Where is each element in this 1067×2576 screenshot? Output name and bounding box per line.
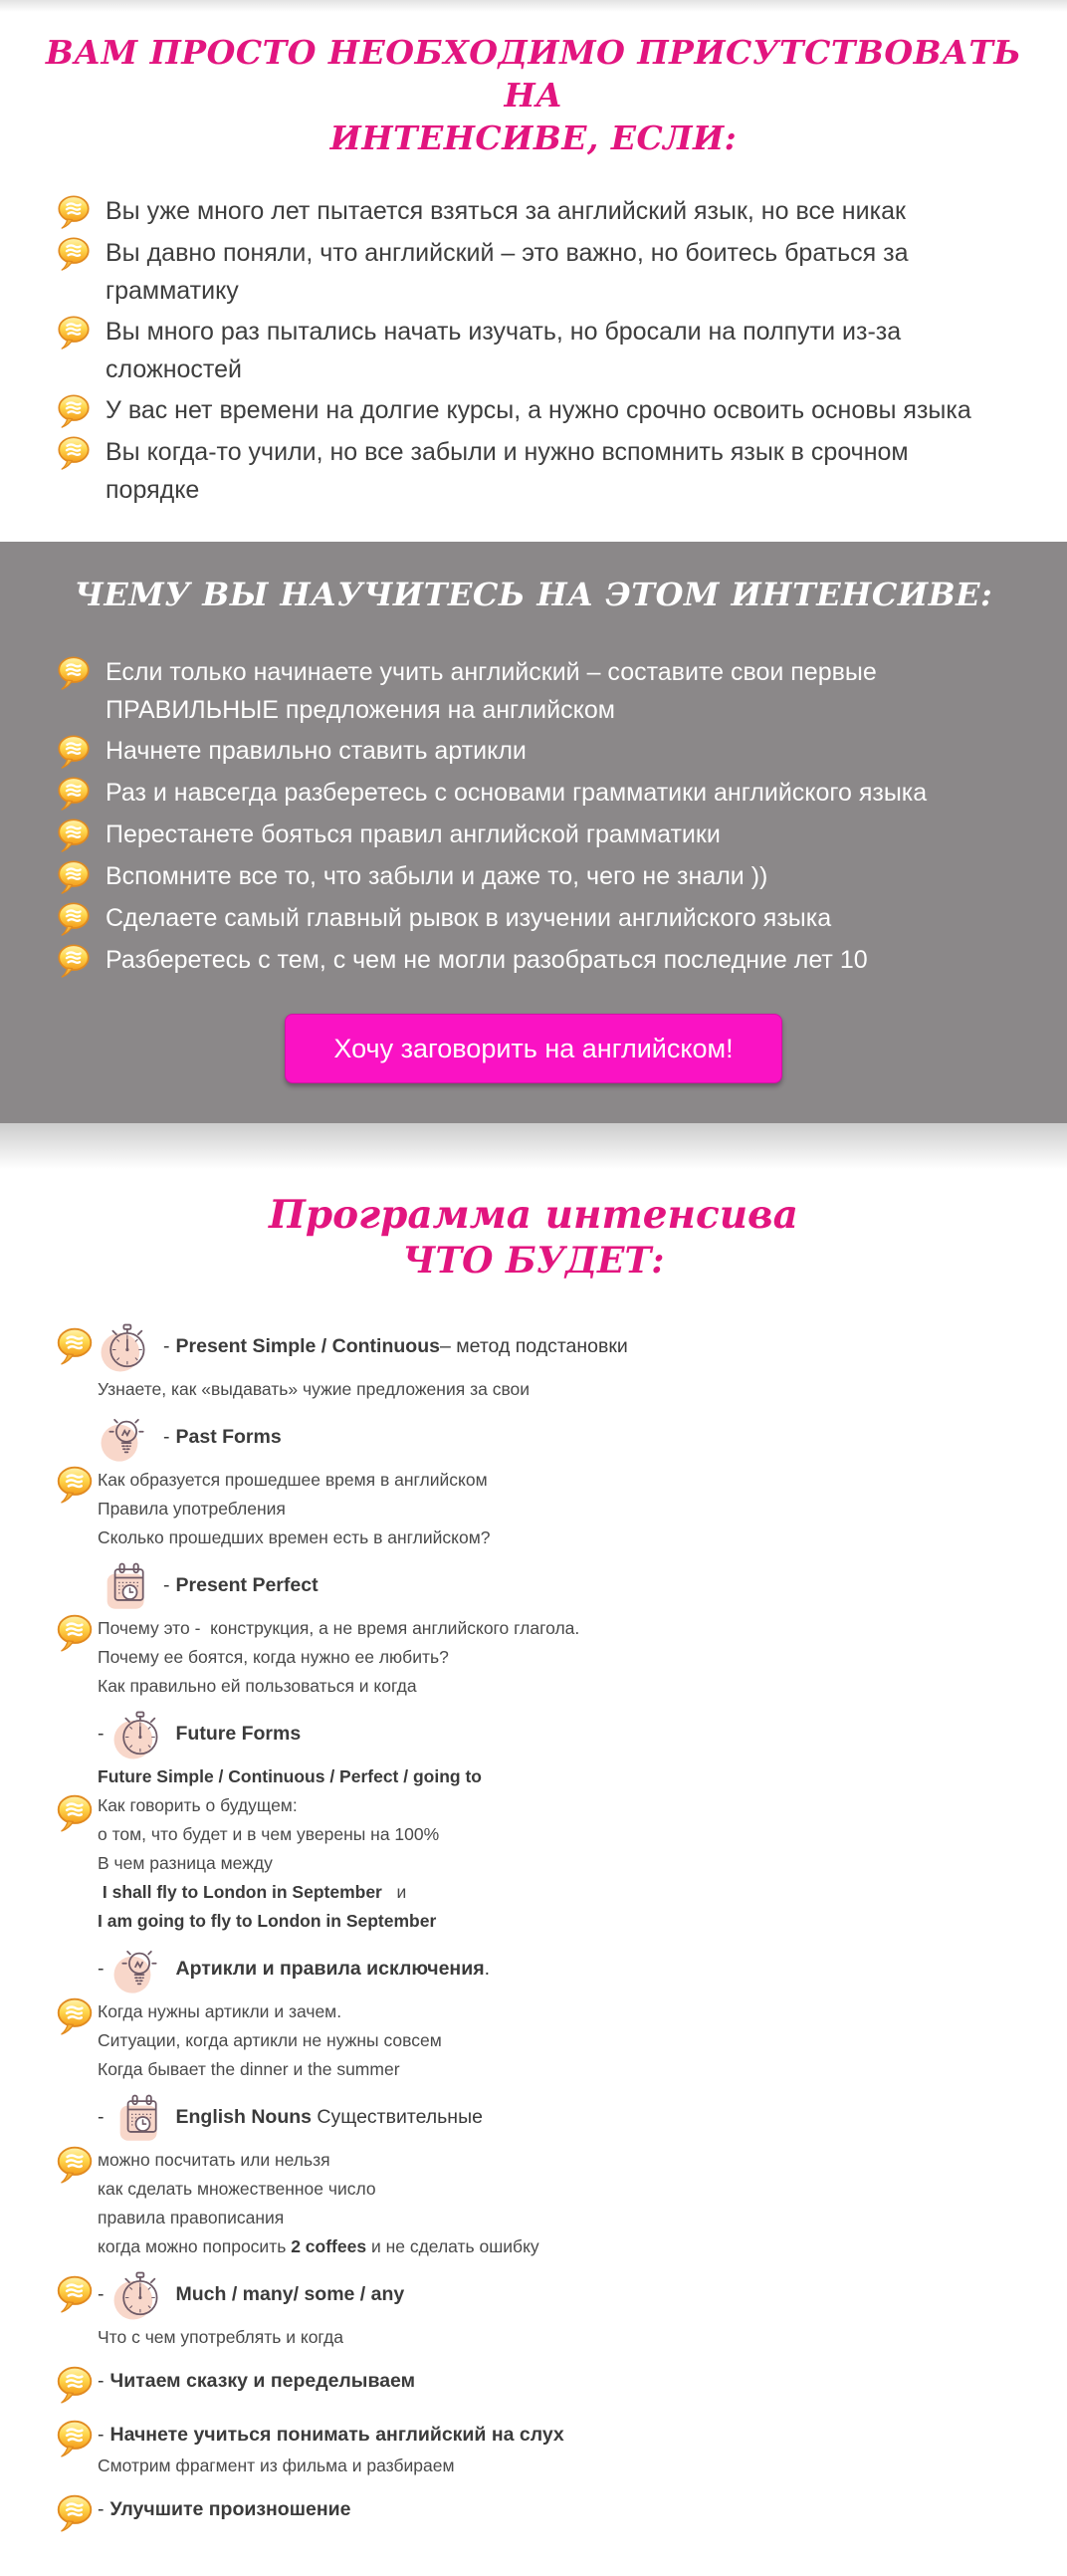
program-item	[54, 1705, 1027, 1936]
list-item	[55, 391, 1005, 430]
detail-text: Сколько прошедших времен есть в английском?	[98, 1527, 491, 1548]
learn-title: ЧЕМУ ВЫ НАУЧИТЕСЬ НА ЭТОМ ИНТЕНСИВЕ:	[74, 575, 993, 613]
program-item-bullet	[54, 1408, 98, 1552]
dash: -	[163, 1573, 170, 1596]
detail-line	[98, 1523, 1027, 1552]
topic-title: Артикли и правила исключения	[175, 1957, 485, 1980]
speech-bubble-icon	[55, 235, 93, 273]
program-item-bullet	[54, 1705, 98, 1936]
speech-bubble-icon	[55, 817, 93, 854]
program-item-bullet	[54, 1940, 98, 2084]
list-item-text: Сделаете самый главный рывок в изучении английского языка	[106, 903, 832, 932]
detail-text: Почему ее боятся, когда нужно ее любить?	[98, 1647, 449, 1668]
program-topic	[98, 2088, 1027, 2146]
detail-text: Когда бывает the dinner и the summer	[98, 2059, 400, 2080]
detail-text: Узнаете, как «выдавать» чужие предложения за свои	[98, 1379, 531, 1400]
detail-text: В чем разница между	[98, 1853, 273, 1874]
detail-text: можно посчитать или нельзя	[98, 2150, 330, 2171]
list-item	[55, 899, 1005, 938]
intro-title-line2: ИНТЕНСИВЕ, ЕСЛИ:	[329, 117, 738, 157]
list-item	[55, 857, 1005, 896]
dash: -	[98, 2105, 105, 2128]
speech-bubble-icon	[55, 733, 93, 771]
speech-bubble-icon	[54, 2273, 96, 2315]
program-item-bullet	[54, 1556, 98, 1701]
program-list	[0, 1317, 1067, 2576]
program-item	[54, 1940, 1027, 2084]
detail-line	[98, 1495, 1027, 1523]
dash: -	[98, 2423, 105, 2446]
detail-line	[98, 1762, 1027, 1791]
speech-bubble-icon	[54, 1612, 96, 1654]
list-item-text: Вы когда-то учили, но все забыли и нужно вспомнить язык в срочном порядке	[106, 437, 909, 504]
program-item-content	[98, 2265, 1027, 2352]
program-item-bullet	[54, 1317, 98, 1404]
detail-text: Как образуется прошедшее время в английском	[98, 1470, 488, 1491]
detail-text-bold: 2 coffees	[291, 2236, 367, 2257]
program-details	[98, 2323, 1027, 2352]
speech-bubble-icon	[54, 2492, 96, 2534]
detail-text: Почему это - конструкция, а не время английского глагола.	[98, 1618, 580, 1639]
speech-bubble-icon	[55, 314, 93, 351]
list-item-text: Вы уже много лет пытается взяться за английский язык, но все никак	[106, 196, 906, 225]
speech-bubble-icon	[54, 2418, 96, 2459]
detail-text: когда можно попросить	[98, 2236, 292, 2257]
program-item-bullet	[54, 2492, 98, 2534]
program-details	[98, 1466, 1027, 1552]
dash: -	[98, 1957, 105, 1980]
program-topic	[98, 1940, 1027, 1997]
detail-text: Как говорить о будущем:	[98, 1795, 298, 1816]
program-item	[54, 1408, 1027, 1552]
topic-title: Present Perfect	[175, 1573, 319, 1596]
topic-title: Читаем сказку и переделываем	[109, 2369, 416, 2392]
list-item	[55, 653, 1005, 729]
topic-subtitle: – метод подстановки	[439, 1334, 628, 1357]
topic-title: Past Forms	[175, 1425, 282, 1448]
speech-bubble-icon	[54, 2144, 96, 2186]
calendar-icon	[98, 1556, 155, 1614]
list-item-text: Перестанете бояться правил английской грамматики	[106, 820, 721, 848]
program-item-content	[98, 1705, 1027, 1936]
detail-text: Ситуации, когда артикли не нужны совсем	[98, 2030, 442, 2051]
intro-title-line1: ВАМ ПРОСТО НЕОБХОДИМО ПРИСУТСТВОВАТЬ НА	[45, 33, 1022, 115]
program-title-line1: Программа интенсива	[269, 1191, 798, 1238]
detail-line	[98, 2323, 1027, 2352]
topic-title: Улучшите произношение	[109, 2497, 351, 2520]
topic-subtitle: Существительные	[312, 2105, 483, 2128]
program-details	[98, 1375, 1027, 1404]
detail-line	[98, 1820, 1027, 1849]
program-topic	[98, 2364, 1027, 2398]
bulb-icon	[98, 1408, 155, 1466]
detail-line	[98, 2055, 1027, 2084]
program-item-content	[98, 1317, 1027, 1404]
program-item-content	[98, 1556, 1027, 1701]
speech-bubble-icon	[55, 654, 93, 692]
program-item	[54, 2418, 1027, 2480]
stopwatch-icon	[98, 1317, 155, 1375]
program-item-bullet	[54, 2088, 98, 2261]
list-item-text: У вас нет времени на долгие курсы, а нужно срочно освоить основы языка	[106, 395, 971, 424]
topic-title: Present Simple / Continuous	[175, 1334, 440, 1357]
list-item	[55, 941, 1005, 980]
learn-list	[0, 653, 1067, 980]
calendar-icon	[110, 2088, 168, 2146]
page-top-shade	[0, 0, 1067, 12]
topic-title: Future Forms	[175, 1722, 302, 1745]
section-learn	[0, 542, 1067, 1123]
list-item	[55, 192, 1005, 231]
stopwatch-icon	[110, 2265, 168, 2323]
detail-text-bold: I am going to fly to London in September	[98, 1911, 437, 1932]
list-item	[55, 732, 1005, 771]
topic-title: Much / many/ some / any	[175, 2282, 405, 2305]
list-item-text: Вы давно поняли, что английский – это важно, но боитесь браться за грамматику	[106, 238, 909, 305]
program-item-content	[98, 1940, 1027, 2084]
topic-title: English Nouns	[175, 2105, 312, 2128]
speech-bubble-icon	[55, 775, 93, 813]
detail-line	[98, 1791, 1027, 1820]
list-item-text: Вы много раз пытались начать изучать, но бросали на полпути из-за сложностей	[106, 317, 902, 383]
dash: -	[163, 1425, 170, 1448]
stopwatch-icon	[110, 1705, 168, 1762]
detail-text-bold: Future Simple / Continuous / Perfect / going to	[98, 1766, 482, 1787]
program-topic	[98, 2265, 1027, 2323]
program-item-content	[98, 1408, 1027, 1552]
program-item	[54, 2265, 1027, 2352]
program-title-line2: ЧТО БУДЕТ:	[402, 1240, 665, 1283]
program-item-content	[98, 2492, 1027, 2534]
detail-line	[98, 1466, 1027, 1495]
detail-line	[98, 1614, 1027, 1643]
speech-bubble-icon	[54, 1792, 96, 1834]
program-details	[98, 1762, 1027, 1936]
speech-bubble-icon	[55, 900, 93, 938]
speech-bubble-icon	[55, 942, 93, 980]
detail-text-bold: I shall fly to London in September	[98, 1882, 382, 1903]
program-item	[54, 2364, 1027, 2406]
detail-line	[98, 1849, 1027, 1878]
detail-line	[98, 2452, 1027, 2480]
list-item	[55, 433, 1005, 509]
list-item	[55, 234, 1005, 310]
detail-text: Смотрим фрагмент из фильма и разбираем	[98, 2456, 455, 2476]
speech-bubble-icon	[55, 193, 93, 231]
detail-text: и	[381, 1882, 407, 1903]
program-item-bullet	[54, 2364, 98, 2406]
detail-line	[98, 2204, 1027, 2232]
program-details	[98, 2452, 1027, 2480]
detail-line	[98, 2146, 1027, 2175]
detail-text: Что с чем употреблять и когда	[98, 2327, 343, 2348]
list-item	[55, 313, 1005, 388]
detail-line	[98, 1907, 1027, 1936]
detail-line	[98, 1997, 1027, 2026]
dash: -	[98, 2282, 105, 2305]
cta-wrap	[0, 1014, 1067, 1083]
detail-line	[98, 1643, 1027, 1672]
detail-line	[98, 2175, 1027, 2204]
bulb-icon	[110, 1940, 168, 1997]
detail-line	[98, 2026, 1027, 2055]
speech-bubble-icon	[54, 1464, 96, 1506]
speech-bubble-icon	[54, 1995, 96, 2037]
topic-title: Начнете учиться понимать английский на слух	[109, 2423, 564, 2446]
detail-line	[98, 1878, 1027, 1907]
dash: -	[98, 2497, 105, 2520]
detail-line	[98, 2232, 1027, 2261]
list-item-text: Вспомните все то, что забыли и даже то, чего не знали ))	[106, 861, 768, 890]
program-item	[54, 2492, 1027, 2534]
program-topic	[98, 2418, 1027, 2452]
list-item-text: Раз и навсегда разберетесь с основами грамматики английского языка	[106, 778, 928, 807]
speech-bubble-icon	[55, 858, 93, 896]
program-topic	[98, 1556, 1027, 1614]
section-intro	[0, 12, 1067, 528]
speech-bubble-icon	[55, 392, 93, 430]
program-item-content	[98, 2364, 1027, 2406]
program-item-bullet	[54, 2265, 98, 2352]
program-topic	[98, 1705, 1027, 1762]
speech-bubble-icon	[55, 434, 93, 472]
section-divider-shade	[0, 1123, 1067, 1169]
list-item-text: Разберетесь с тем, с чем не могли разобраться последние лет 10	[106, 945, 868, 974]
detail-text: Когда нужны артикли и зачем.	[98, 2001, 342, 2022]
program-item-content	[98, 2418, 1027, 2480]
topic-subtitle: .	[484, 1957, 490, 1980]
speech-bubble-icon	[54, 2364, 96, 2406]
program-item-bullet	[54, 2418, 98, 2480]
list-item	[55, 816, 1005, 854]
program-item-content	[98, 2088, 1027, 2261]
detail-text: о том, что будет и в чем уверены на 100%	[98, 1824, 440, 1845]
detail-text: и не сделать ошибку	[366, 2236, 539, 2257]
program-topic	[98, 2492, 1027, 2526]
dash: -	[98, 2369, 105, 2392]
program-topic	[98, 1317, 1027, 1375]
program-item	[54, 1556, 1027, 1701]
list-item-text: Начнете правильно ставить артикли	[106, 736, 527, 765]
list-item-text: Если только начинаете учить английский – составите свои первые ПРАВИЛЬНЫЕ предложения на английском	[106, 657, 877, 724]
program-title	[0, 1191, 1067, 1285]
program-topic	[98, 1408, 1027, 1466]
detail-line	[98, 1672, 1027, 1701]
list-item	[55, 774, 1005, 813]
program-item	[54, 1317, 1027, 1404]
intro-title	[30, 32, 1037, 160]
detail-text: как сделать множественное число	[98, 2179, 376, 2200]
detail-text: правила правописания	[98, 2208, 285, 2228]
program-details	[98, 1997, 1027, 2084]
program-details	[98, 2146, 1027, 2261]
detail-text: Правила употребления	[98, 1499, 286, 1520]
intro-list	[0, 192, 1067, 509]
dash: -	[98, 1722, 105, 1745]
dash: -	[163, 1334, 170, 1357]
detail-text: Как правильно ей пользоваться и когда	[98, 1676, 417, 1697]
program-details	[98, 1614, 1027, 1701]
detail-line	[98, 1375, 1027, 1404]
speech-bubble-icon	[54, 1325, 96, 1367]
section-program	[0, 1123, 1067, 2576]
program-item	[54, 2088, 1027, 2261]
cta-button[interactable]: Хочу заговорить на английском!	[285, 1014, 782, 1083]
